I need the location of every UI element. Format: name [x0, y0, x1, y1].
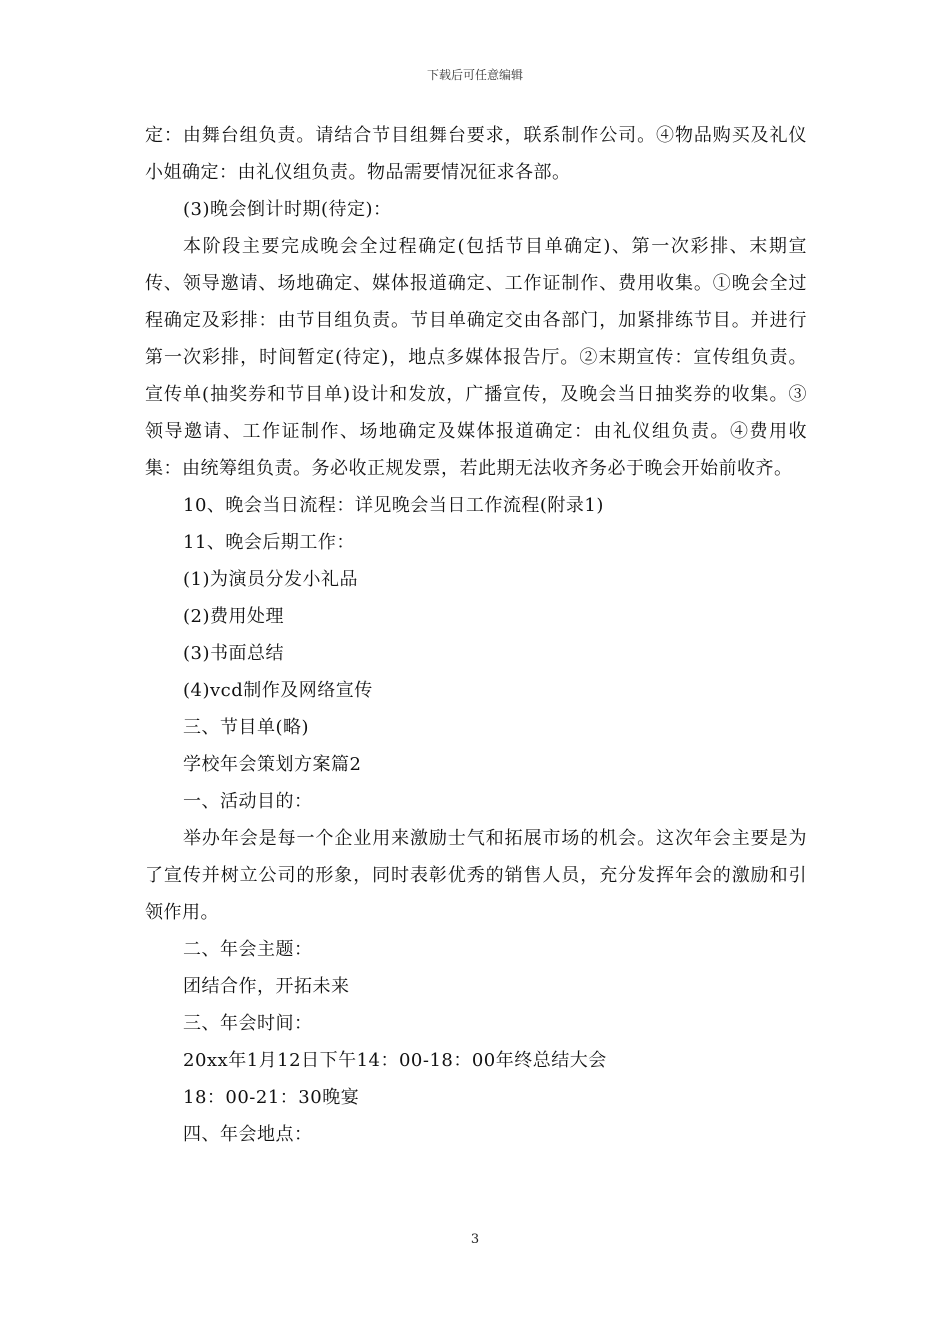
paragraph: 举办年会是每一个企业用来激励士气和拓展市场的机会。这次年会主要是为了宣传并树立公司的形象，同时表彰优秀的销售人员，充分发挥年会的激励和引领作用。: [145, 828, 807, 923]
section-heading: 三、节目单(略): [183, 717, 310, 738]
section-title: 学校年会策划方案篇2: [183, 754, 362, 775]
list-item: (1)为演员分发小礼品: [183, 569, 358, 590]
section-heading: 一、活动目的：: [183, 791, 313, 812]
page-number: 3: [470, 1232, 480, 1247]
section-heading: 三、年会时间：: [183, 1013, 313, 1034]
paragraph: 11、晚会后期工作：: [183, 532, 355, 553]
paragraph: 10、晚会当日流程：详见晚会当日工作流程(附录1): [183, 495, 604, 516]
section-heading: 二、年会主题：: [183, 939, 313, 960]
paragraph: 团结合作，开拓未来: [183, 976, 350, 997]
section-heading: 四、年会地点：: [183, 1124, 313, 1145]
list-item: (4)vcd制作及网络宣传: [183, 680, 373, 701]
list-item: (3)书面总结: [183, 643, 284, 664]
paragraph: (3)晚会倒计时期(待定)：: [183, 199, 392, 220]
page-header: 下载后可任意编辑: [426, 68, 523, 82]
document-body: [145, 117, 807, 1153]
list-item: (2)费用处理: [183, 606, 284, 627]
paragraph: 本阶段主要完成晚会全过程确定(包括节目单确定)、第一次彩排、末期宣传、领导邀请、场地确定、媒体报道确定、工作证制作、费用收集。①晚会全过程确定及彩排：由节目组负责。节目单确定交由各部门，加紧排练节目。并进行第一次彩排，时间暂定(待定)，地点多媒体报告厅。②末期宣传：宣传组负责。宣传单(抽奖券和节目单)设计和发放，广播宣传，及晚会当日抽奖券的收集。③领导邀请、工作证制作、场地确定及媒体报道确定：由礼仪组负责。④费用收集：由统筹组负责。务必收正规发票，若此期无法收齐务必于晚会开始前收齐。: [145, 236, 807, 479]
paragraph: 定：由舞台组负责。请结合节目组舞台要求，联系制作公司。④物品购买及礼仪小姐确定：由礼仪组负责。物品需要情况征求各部。: [145, 125, 807, 183]
paragraph: 20xx年1月12日下午14：00-18：00年终总结大会: [183, 1050, 607, 1071]
paragraph: 18：00-21：30晚宴: [183, 1087, 360, 1108]
